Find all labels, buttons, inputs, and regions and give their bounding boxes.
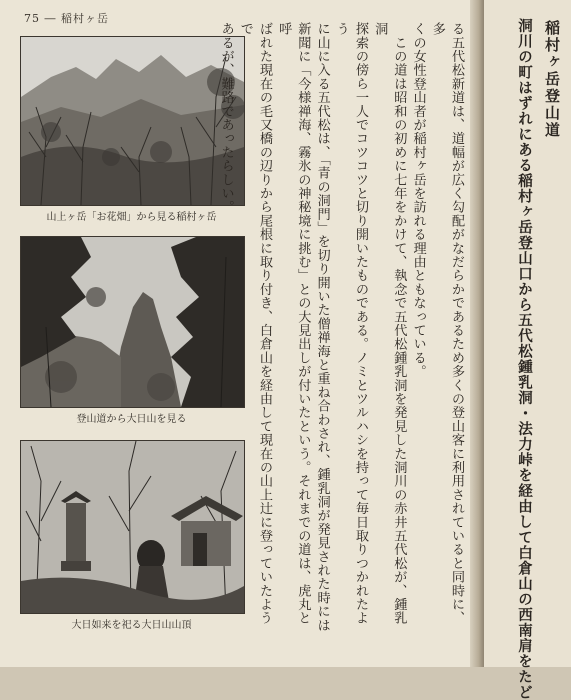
body-line: る五代松新道は、道幅が広く勾配がなだらかであるため多くの登山客に利用されていると同時に、多 bbox=[429, 22, 464, 625]
body-line: この道は昭和の初めに七年をかけて、執念で五代松鍾乳洞を発見した洞川の赤井五代松が、鍾乳洞 bbox=[372, 22, 407, 625]
body-line: くの女性登山者が稲村ヶ岳を訪れる理由ともなっている。 bbox=[410, 22, 426, 379]
photo-3-caption: 大日如来を祀る大日山山頂 bbox=[71, 620, 192, 631]
section-subtitle: 洞川の町はずれにある稲村ヶ岳登山口から五代松鍾乳洞・法力峠を経由して白倉山の西南肩をたど bbox=[516, 18, 532, 700]
header-dash: ― bbox=[44, 12, 57, 25]
body-line: 探索の傍ら一人でコツコツと切り開いたものである。ノミとツルハシを持って毎日取りつかれたよう bbox=[333, 22, 368, 625]
book-gutter bbox=[470, 0, 484, 667]
body-text bbox=[218, 22, 466, 632]
photo-2-caption: 登山道から大日山を見る bbox=[76, 414, 187, 425]
photo-1-caption: 山上ヶ岳「お花畑」から見る稲村ヶ岳 bbox=[46, 212, 217, 223]
body-line: に山に入る五代松は、「青の洞門」を切り開いた僧禅海と重ね合わされ、鍾乳洞が発見された時には bbox=[314, 22, 330, 632]
body-line: ばれた現在の毛又橋の辺りから尾根に取り付き、白倉山を経由して現在の山上辻に登っていたようで bbox=[237, 22, 272, 625]
photo-peak-from-trail-image bbox=[21, 237, 244, 407]
page-header bbox=[24, 10, 109, 26]
photo-mountain-view-image bbox=[21, 37, 244, 205]
body-line: 新聞に「今様禅海、霧氷の神秘境に挑む」との大見出しが付いたという。それまでの道は、虎丸と呼 bbox=[276, 22, 311, 625]
running-title: 稲村ヶ岳 bbox=[61, 12, 109, 25]
page-number: 75 bbox=[24, 12, 40, 25]
photo-summit-shrine-image bbox=[21, 441, 244, 613]
photo-mountain-view bbox=[20, 36, 245, 206]
photo-peak-from-trail bbox=[20, 236, 245, 408]
body-line: あるが、難路であったらしい。 bbox=[218, 22, 234, 214]
section-title: 稲村ヶ岳登山道 bbox=[543, 20, 561, 139]
photo-summit-shrine bbox=[20, 440, 245, 614]
